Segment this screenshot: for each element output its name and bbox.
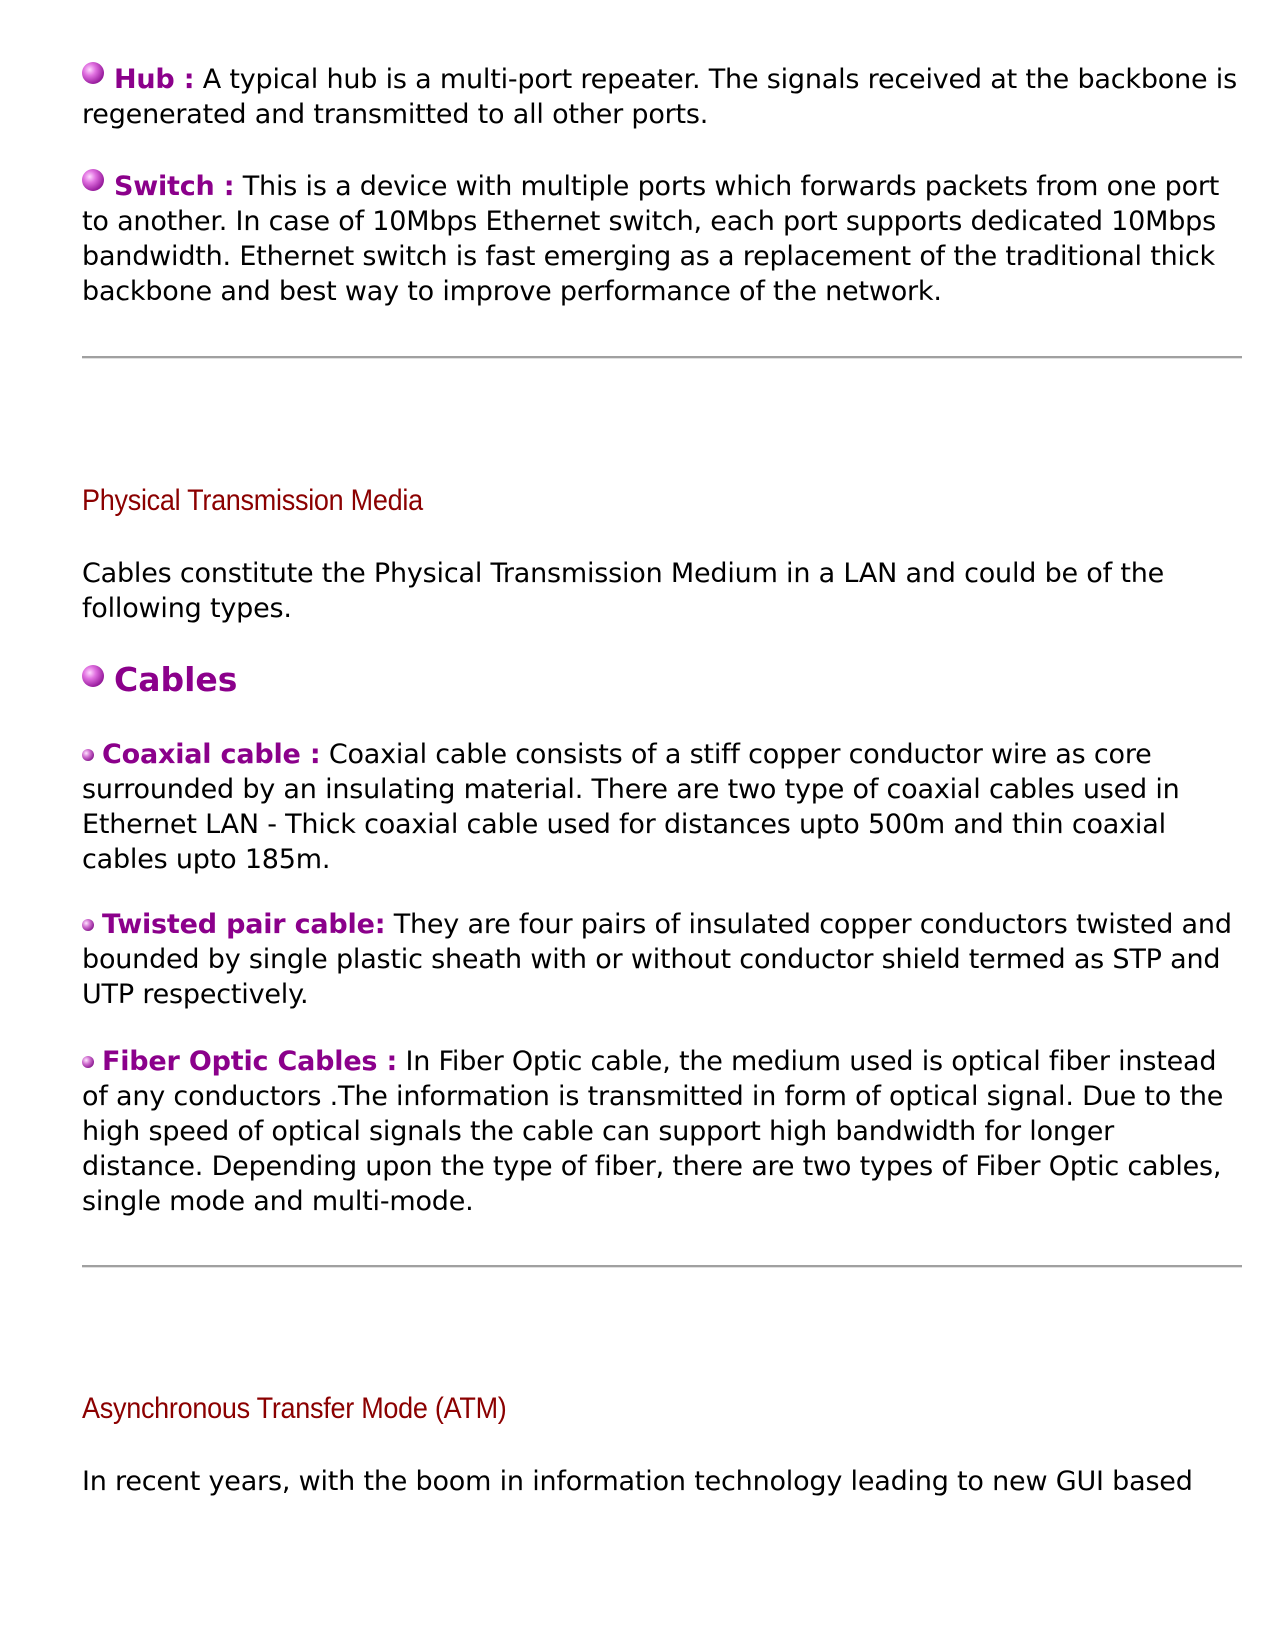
hub-term: Hub : <box>114 64 195 95</box>
fiber-optic-text: In Fiber Optic cable, the medium used is optical fiber instead of any conductors .The information is transmitted in form of optical signal. Due to the high speed of optical signals the cable can support high bandwidth for longer distance. Depending upon the type of fiber, there are two types of Fiber Optic cables, single mode and multi-mode. <box>82 1046 1224 1217</box>
purple-ball-icon <box>82 62 104 84</box>
twisted-pair-text: They are four pairs of insulated copper conductors twisted and bounded by single plastic sheath with or without conductor shield termed as STP and UTP respectively. <box>82 909 1232 1010</box>
cables-heading-text: Cables <box>114 660 238 699</box>
fiber-optic-paragraph <box>82 1044 1242 1219</box>
horizontal-divider <box>82 356 1242 359</box>
atm-intro: In recent years, with the boom in information technology leading to new GUI based <box>82 1466 1193 1497</box>
twisted-pair-paragraph <box>82 907 1242 1012</box>
horizontal-divider <box>82 1265 1242 1268</box>
physical-media-title: Physical Transmission Media <box>82 484 423 517</box>
hub-text: A typical hub is a multi-port repeater. The signals received at the backbone is regenerated and transmitted to all other ports. <box>82 64 1237 130</box>
coaxial-cable-paragraph <box>82 737 1242 877</box>
twisted-pair-term: Twisted pair cable: <box>102 909 386 940</box>
small-purple-ball-icon <box>82 1056 94 1068</box>
small-purple-ball-icon <box>82 749 94 761</box>
switch-paragraph <box>82 169 1242 309</box>
switch-text: This is a device with multiple ports which forwards packets from one port to another. In case of 10Mbps Ethernet switch, each port supports dedicated 10Mbps bandwidth. Ethernet switch is fast emerging as a replacement of the traditional thick backbone and best way to improve performance of the network. <box>82 171 1220 307</box>
fiber-optic-term: Fiber Optic Cables : <box>102 1046 398 1077</box>
physical-media-intro: Cables constitute the Physical Transmission Medium in a LAN and could be of the following types. <box>82 558 1165 624</box>
coaxial-cable-term: Coaxial cable : <box>102 739 321 770</box>
coaxial-cable-text: Coaxial cable consists of a stiff copper conductor wire as core surrounded by an insulating material. There are two type of coaxial cables used in Ethernet LAN - Thick coaxial cable used for distances upto 500m and thin coaxial cables upto 185m. <box>82 739 1180 875</box>
purple-ball-icon <box>82 169 104 191</box>
small-purple-ball-icon <box>82 919 94 931</box>
switch-term: Switch : <box>114 171 235 202</box>
atm-title: Asynchronous Transfer Mode (ATM) <box>82 1392 507 1425</box>
hub-paragraph <box>82 62 1242 132</box>
cables-heading <box>82 660 237 699</box>
purple-ball-icon <box>82 665 104 687</box>
